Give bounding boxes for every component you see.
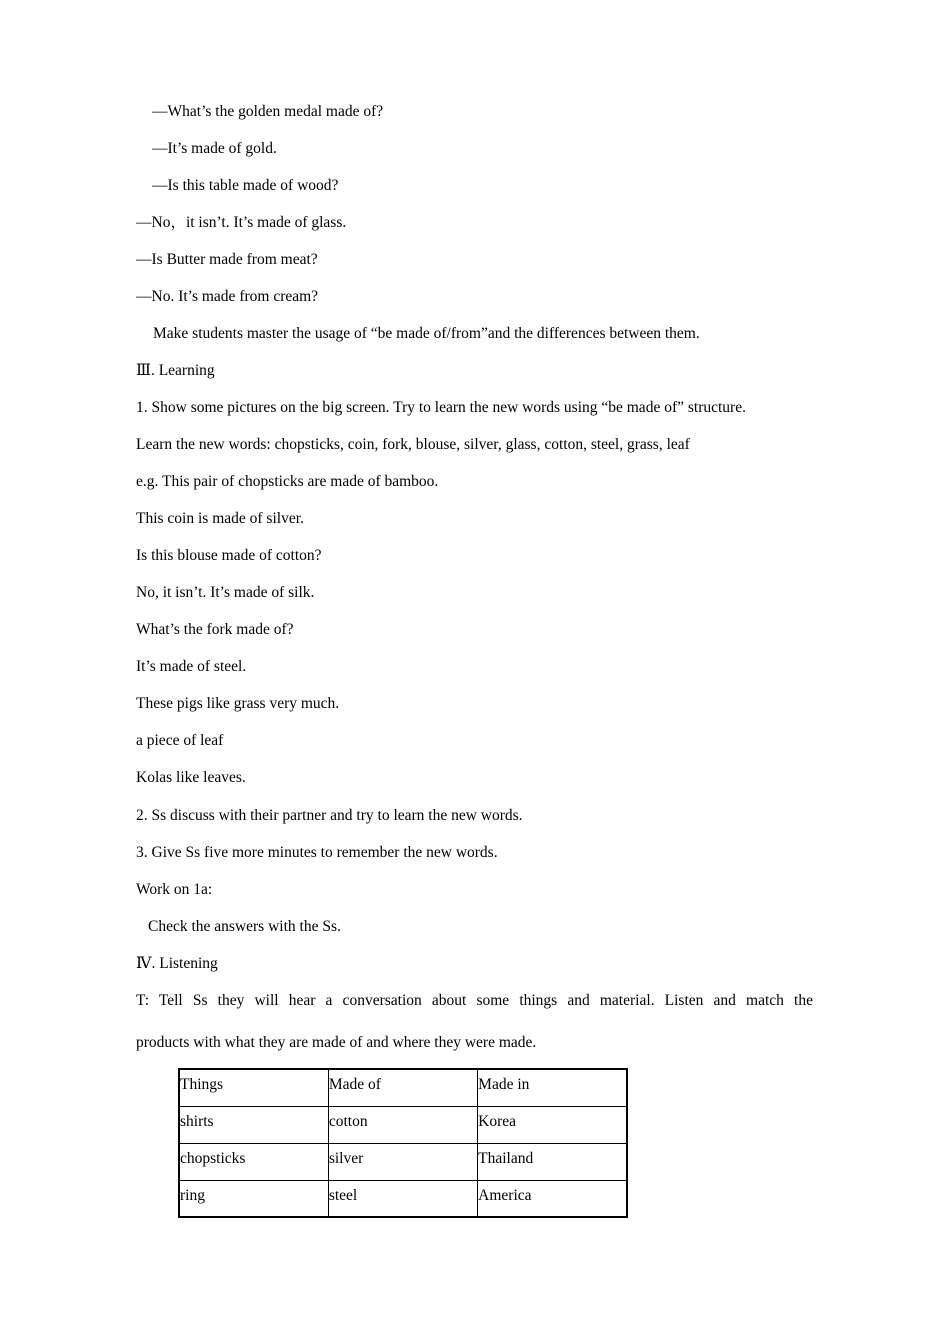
- table-row: [179, 1106, 627, 1143]
- dialogue-line-4: —No，it isn’t. It’s made of glass.: [136, 214, 347, 231]
- work-on-1a: Work on 1a:: [136, 881, 213, 898]
- dialogue-line-2: —It’s made of gold.: [152, 140, 277, 157]
- dialogue-line-1: —What’s the golden medal made of?: [152, 103, 384, 120]
- new-words-line: Learn the new words: chopsticks, coin, fork, blouse, silver, glass, cotton, steel, grass, leaf: [136, 436, 690, 453]
- example-line-8: a piece of leaf: [136, 732, 224, 749]
- example-line-5: What’s the fork made of?: [136, 621, 294, 638]
- table-cell: Thailand: [478, 1143, 627, 1180]
- table-cell: chopsticks: [179, 1143, 328, 1180]
- listening-instruction-line-2: products with what they are made of and where they were made.: [136, 1034, 537, 1051]
- check-answers-line: Check the answers with the Ss.: [148, 918, 341, 935]
- example-line-3: Is this blouse made of cotton?: [136, 547, 322, 564]
- table-cell: America: [478, 1180, 627, 1217]
- table-header-cell: Made in: [478, 1069, 627, 1106]
- learning-step-1: 1. Show some pictures on the big screen. Try to learn the new words using “be made of” structure.: [136, 399, 746, 416]
- example-line-6: It’s made of steel.: [136, 658, 247, 675]
- table-row: [179, 1143, 627, 1180]
- example-line-2: This coin is made of silver.: [136, 510, 304, 527]
- table-cell: Korea: [478, 1106, 627, 1143]
- dialogue-line-5: —Is Butter made from meat?: [136, 251, 318, 268]
- table-row: [179, 1180, 627, 1217]
- listening-match-table: [178, 1068, 628, 1218]
- section-heading-listening: Ⅳ. Listening: [136, 955, 218, 972]
- listening-instruction-line-1: T: Tell Ss they will hear a conversation about some things and material. Listen and match the: [136, 992, 813, 1009]
- table-cell: silver: [328, 1143, 477, 1180]
- example-line-7: These pigs like grass very much.: [136, 695, 340, 712]
- example-line-9: Kolas like leaves.: [136, 769, 246, 786]
- dialogue-line-3: —Is this table made of wood?: [152, 177, 339, 194]
- example-line-4: No, it isn’t. It’s made of silk.: [136, 584, 315, 601]
- table-header-cell: Things: [179, 1069, 328, 1106]
- table-cell: steel: [328, 1180, 477, 1217]
- dialogue-line-6: —No. It’s made from cream?: [136, 288, 319, 305]
- table-cell: shirts: [179, 1106, 328, 1143]
- table-cell: ring: [179, 1180, 328, 1217]
- aim-paragraph: Make students master the usage of “be made of/from”and the differences between them.: [153, 325, 700, 342]
- table-header-row: [179, 1069, 627, 1106]
- table-cell: cotton: [328, 1106, 477, 1143]
- example-line-1: e.g. This pair of chopsticks are made of bamboo.: [136, 473, 439, 490]
- learning-step-2: 2. Ss discuss with their partner and try to learn the new words.: [136, 807, 523, 824]
- table-header-cell: Made of: [328, 1069, 477, 1106]
- section-heading-learning: Ⅲ. Learning: [136, 362, 215, 379]
- learning-step-3: 3. Give Ss five more minutes to remember the new words.: [136, 844, 498, 861]
